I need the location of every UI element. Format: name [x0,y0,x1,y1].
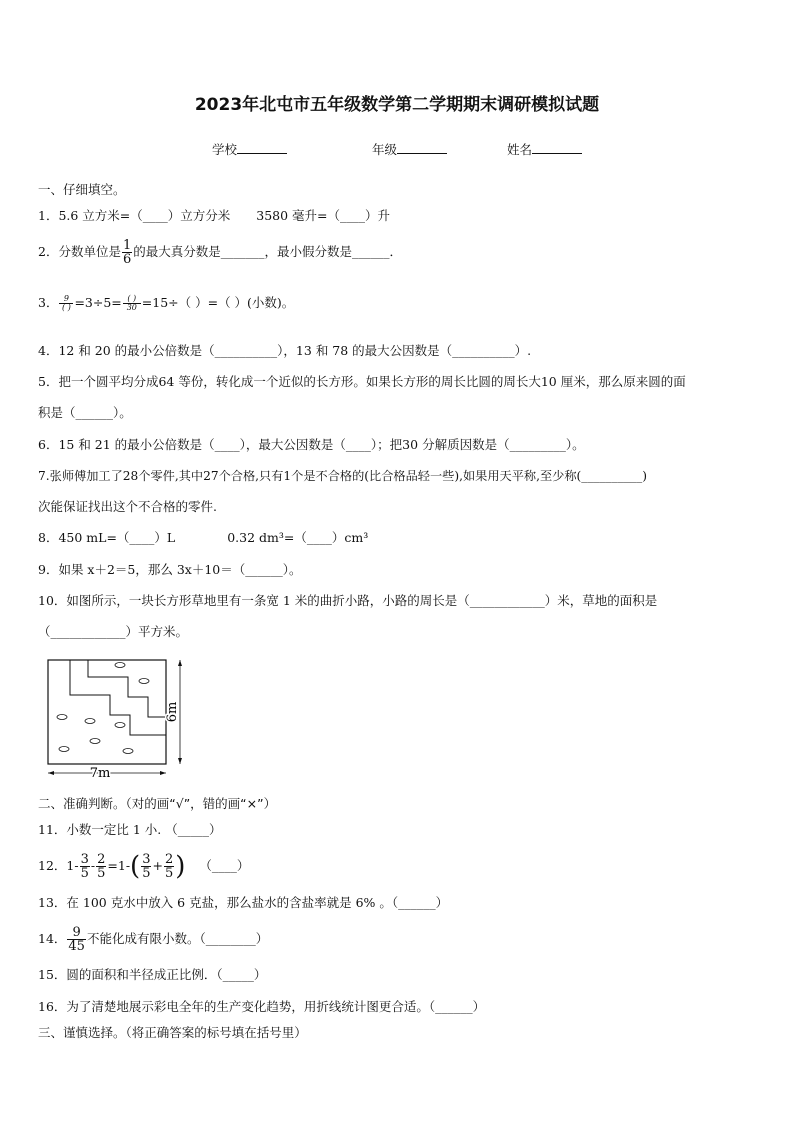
height-label: 6m [165,701,180,723]
question-2: 2．分数单位是 $\frac{1}{6}$ 的最大真分数是_______，最小假分数是______． [38,238,403,267]
question-5-line-2: 积是（______）。 [38,405,132,420]
section-3-heading: 三、谨慎选择。（将正确答案的标号填在括号里） [38,1025,307,1040]
question-7-line-2: 次能保证找出这个不合格的零件. [38,499,217,514]
question-3: 3． $\frac{9}{( )}$ =3÷5= $\frac{( )}{30}$ =15÷（ ）=（ ）(小数)。 [38,294,295,312]
grade-field: 年级 [372,140,447,158]
fraction-9-45: $\frac{9}{45}$ [68,925,85,954]
page-title: 2023年北屯市五年级数学第二学期期末调研模拟试题 [194,95,600,115]
question-10-line-2: （____________）平方米。 [38,624,189,639]
fraction-3-5-b: $\frac{3}{5}$ [142,852,151,881]
question-15: 15．圆的面积和半径成正比例．（_____） [38,967,267,982]
name-field: 姓名 [507,140,582,158]
width-label: 7m [89,766,111,780]
fraction-2-5: $\frac{2}{5}$ [97,852,106,881]
question-4: 4．12 和 20 的最小公倍数是（__________），13 和 78 的最大公因数是（__________）. [38,343,532,358]
question-7-line-1: 7.张师傅加工了28个零件,其中27个合格,只有1个是不合格的(比合格品轻一些),如果用天平称,至少称(__________) [38,469,647,483]
section-2-heading: 二、准确判断。（对的画“√”，错的画“×”） [38,796,277,811]
question-6: 6．15 和 21 的最小公倍数是（____），最大公因数是（____）；把30 分解质因数是（_________）。 [38,437,585,452]
left-paren: ( [130,851,141,882]
question-16: 16．为了清楚地展示彩电全年的生产变化趋势，用折线统计图更合适。（______） [38,999,486,1014]
question-8a: 8．450 mL=（____）L [38,530,176,545]
fraction-1-6: $\frac{1}{6}$ [122,238,132,267]
fraction-3-5: $\frac{3}{5}$ [80,852,89,881]
question-9: 9．如果 x＋2＝5，那么 3x＋10＝（______）。 [38,562,302,577]
fraction-blank-30: $\frac{( )}{30}$ [123,295,141,312]
fraction-2-5-b: $\frac{2}{5}$ [164,852,174,881]
question-5-line-1: 5．把一个圆平均分成64 等份，转化成一个近似的长方形。如果长方形的周长比圆的周长大10 厘米，那么原来圆的面 [38,374,686,389]
fraction-9-blank: $\frac{9}{( )}$ [59,295,73,312]
question-10-line-1: 10．如图所示，一块长方形草地里有一条宽 1 米的曲折小路，小路的周长是（____________）米，草地的面积是 [38,593,658,608]
question-1a: 1．5.6 立方米=（____）立方分米 [38,208,231,223]
question-1b: 3580 毫升=（____）升 [256,208,391,223]
question-8b: 0.32 dm³=（____）cm³ [227,530,369,545]
question-1 [38,208,390,224]
question-11: 11．小数一定比 1 小. （_____） [38,822,222,837]
grass-icons [57,663,149,754]
question-8 [38,530,368,546]
lawn-path-figure [40,655,190,780]
school-field: 学校 [212,140,287,158]
section-1-heading: 一、仔细填空。 [38,182,126,197]
right-paren: ) [175,851,186,882]
question-13: 13．在 100 克水中放入 6 克盐，那么盐水的含盐率就是 6% 。（______） [38,895,449,910]
question-12: 12．1- $\frac{3}{5}$ - $\frac{2}{5}$ =1-( $\frac{3}{5}$ + $\frac{2}{5}$ ) （____） [38,851,250,882]
question-14: 14． $\frac{9}{45}$ 不能化成有限小数。（________） [38,925,269,954]
